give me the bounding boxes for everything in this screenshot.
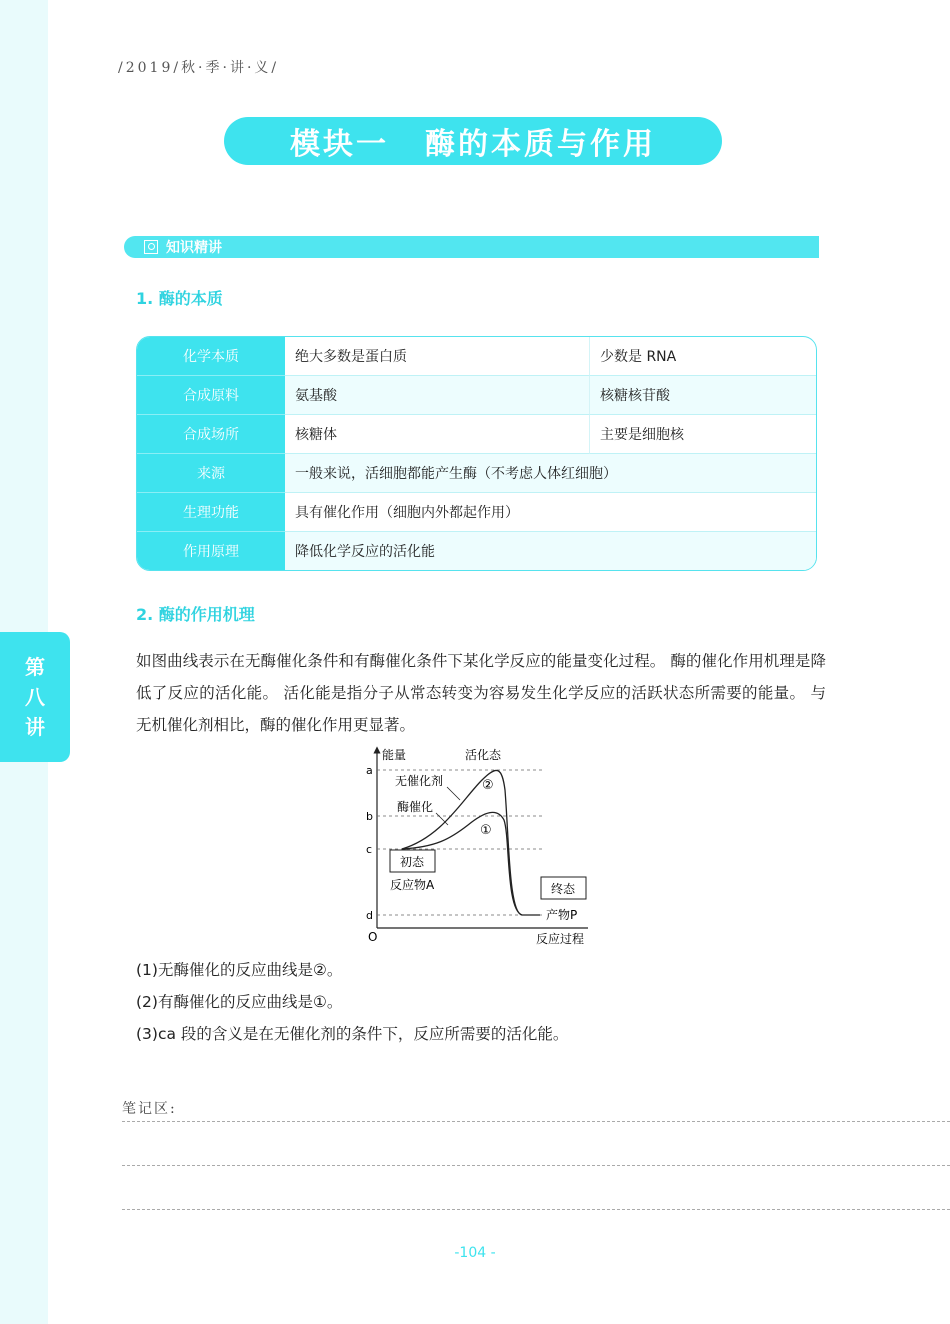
table-row	[137, 454, 816, 493]
table-row	[137, 532, 816, 570]
module-prefix: 模块一	[290, 127, 389, 162]
module-title	[224, 117, 722, 165]
notes-line	[122, 1165, 950, 1166]
no-catalyst-curve	[402, 770, 540, 915]
table-row	[137, 415, 816, 454]
row-value: 具有催化作用（细胞内外都起作用）	[285, 493, 816, 532]
section-bar	[124, 236, 819, 258]
row-value: 氨基酸	[285, 376, 589, 415]
curve-2-marker: ②	[482, 778, 494, 793]
row-label: 作用原理	[137, 532, 285, 570]
energy-diagram	[360, 745, 600, 950]
notes-label: 笔记区:	[122, 1101, 177, 1117]
row-value: 核糖体	[285, 415, 589, 454]
no-catalyst-label: 无催化剂	[395, 774, 444, 788]
y-axis-label: 能量	[382, 748, 407, 762]
level-b-label: b	[366, 810, 373, 823]
row-label: 来源	[137, 454, 285, 493]
mechanism-paragraph: 如图曲线表示在无酶催化条件和有酶催化条件下某化学反应的能量变化过程。 酶的催化作用机理是降低了反应的活化能。 活化能是指分子从常态转变为容易发生化学反应的活跃状态所需要的能量。 与无机催化剂相比，酶的催化作用更显著。	[136, 652, 826, 734]
top-state-label: 活化态	[465, 748, 502, 762]
enzyme-nature-table	[136, 336, 817, 571]
initial-state-label: 初态	[400, 855, 425, 869]
product-label: 产物P	[546, 908, 578, 922]
section-bar-label: 知识精讲	[166, 240, 222, 256]
reactant-label: 反应物A	[390, 878, 435, 892]
lecture-side-tab	[0, 632, 70, 762]
table-row	[137, 493, 816, 532]
level-d-label: d	[366, 909, 373, 922]
table-row	[137, 376, 816, 415]
notes-line	[122, 1121, 950, 1122]
level-c-label: c	[366, 843, 373, 856]
bookmark-icon	[144, 240, 158, 254]
lecture-side-tab-label: 第八讲	[25, 655, 45, 739]
enzyme-pointer	[436, 813, 448, 825]
origin-label: O	[368, 930, 378, 944]
curve-1-marker: ①	[480, 823, 492, 838]
x-axis-label: 反应过程	[536, 932, 585, 946]
row-value-secondary: 少数是 RNA	[589, 337, 816, 376]
heading-enzyme-nature: 1. 酶的本质	[136, 289, 223, 308]
row-label: 化学本质	[137, 337, 285, 376]
row-value-secondary: 核糖核苷酸	[589, 376, 816, 415]
row-label: 合成场所	[137, 415, 285, 454]
notes-line	[122, 1209, 950, 1210]
no-catalyst-pointer	[447, 787, 460, 800]
question-3: (3)ca 段的含义是在无催化剂的条件下，反应所需要的活化能。	[136, 1025, 569, 1043]
row-value: 降低化学反应的活化能	[285, 532, 816, 570]
question-1: (1)无酶催化的反应曲线是②。	[136, 961, 343, 979]
heading-enzyme-mechanism: 2. 酶的作用机理	[136, 605, 255, 624]
table-row	[137, 337, 816, 376]
row-value: 一般来说，活细胞都能产生酶（不考虑人体红细胞）	[285, 454, 816, 493]
row-value: 绝大多数是蛋白质	[285, 337, 589, 376]
enzyme-label: 酶催化	[397, 800, 434, 814]
page-number: -104 -	[454, 1245, 496, 1261]
final-state-label: 终态	[551, 882, 576, 896]
row-value-secondary: 主要是细胞核	[589, 415, 816, 454]
level-a-label: a	[366, 764, 373, 777]
module-title-text: 酶的本质与作用	[425, 127, 656, 162]
series-header: /2019/秋·季·讲·义/	[118, 60, 280, 76]
row-label: 合成原料	[137, 376, 285, 415]
question-2: (2)有酶催化的反应曲线是①。	[136, 993, 343, 1011]
row-label: 生理功能	[137, 493, 285, 532]
